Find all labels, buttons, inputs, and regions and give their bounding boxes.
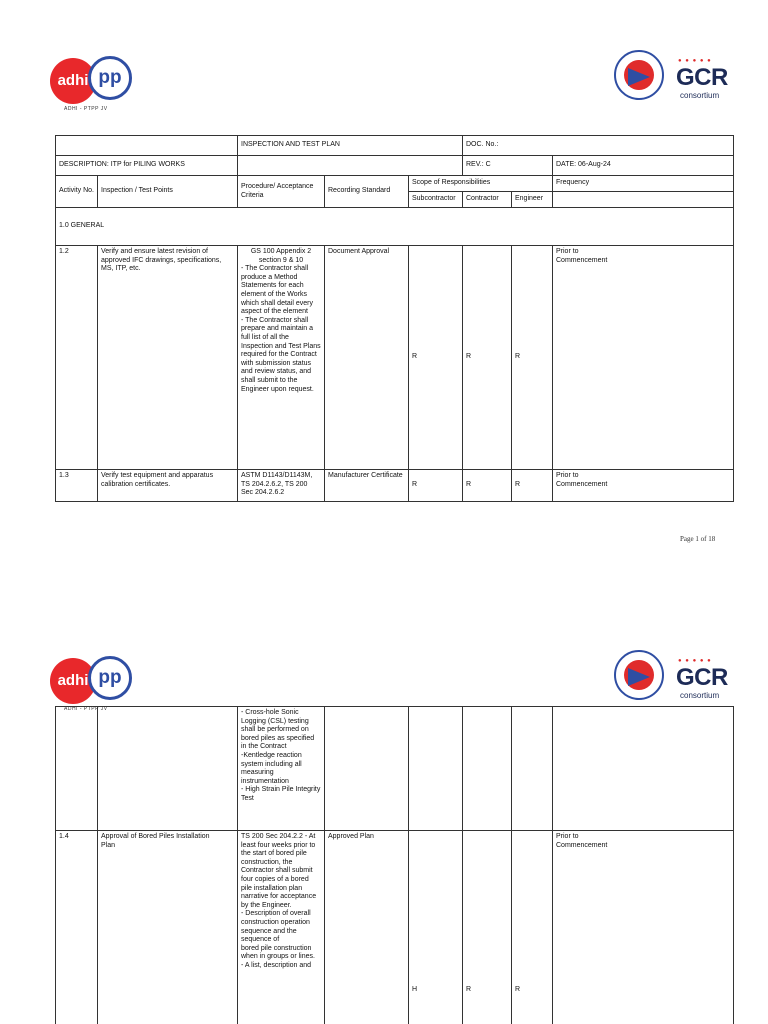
scope-subcontractor	[409, 707, 463, 831]
plan-title: INSPECTION AND TEST PLAN	[238, 136, 463, 156]
col-contractor: Contractor	[463, 192, 512, 208]
scope-engineer: R	[512, 470, 553, 502]
pp-logo-mark: pp	[88, 56, 132, 100]
adhi-logo-caption: ADHI - PTPP JV	[64, 706, 108, 712]
table-row	[56, 470, 734, 502]
procedure-criteria: - Cross-hole Sonic Logging (CSL) testing shall be performed on bored piles as specified in the Contract -Kentledge reaction system including all measuring instrumentation - High Strain Pile Integrity Test	[238, 707, 325, 831]
doc-no: DOC. No.:	[463, 136, 734, 156]
gcr-logo-caption: consortium	[680, 91, 720, 100]
gcr-dots-icon: ● ● ● ● ●	[678, 658, 712, 664]
frequency-text: Prior to Commencement	[556, 472, 608, 488]
description-blank	[238, 156, 463, 176]
scope-subcontractor: H	[409, 831, 463, 1024]
procedure-criteria	[238, 246, 325, 470]
gcr-logo	[614, 50, 726, 104]
scope-contractor: R	[463, 831, 512, 1024]
scope-subcontractor: R	[409, 470, 463, 502]
inspection-point	[98, 707, 238, 831]
itp-table-continued	[55, 706, 734, 1024]
gcr-logo-caption: consortium	[680, 691, 720, 700]
gcr-logo	[614, 650, 726, 704]
gcr-dots-icon: ● ● ● ● ●	[678, 58, 712, 64]
pp-logo-mark: pp	[88, 656, 132, 700]
revision: REV.: C	[463, 156, 553, 176]
recording-standard: Approved Plan	[325, 831, 409, 1024]
procedure-criteria: TS 200 Sec 204.2.2 - At least four weeks prior to the start of bored pile construction, the Contractor shall submit four copies of a bored pile installation plan narrative for acceptance by the Engineer. - Description of overall construction operation sequence and the sequence of bored pile construction when in groups or lines. - A list, description and	[238, 831, 325, 1024]
activity-no	[56, 707, 98, 831]
table-row	[56, 831, 734, 1024]
procedure-reference: GS 100 Appendix 2 section 9 & 10	[250, 248, 312, 264]
inspection-point	[98, 831, 238, 1024]
inspection-point: Verify and ensure latest revision of approved IFC drawings, specifications, MS, ITP, etc.	[98, 246, 238, 470]
adhi-logo-caption: ADHI - PTPP JV	[64, 106, 108, 112]
col-inspection: Inspection / Test Points	[98, 176, 238, 208]
header-blank	[56, 136, 238, 156]
recording-standard	[325, 707, 409, 831]
inspection-text: Approval of Bored Piles Installation Plan	[101, 833, 210, 849]
frequency-text: Prior to Commencement	[556, 248, 608, 264]
frequency	[553, 470, 734, 502]
col-recording: Recording Standard	[325, 176, 409, 208]
activity-no: 1.2	[56, 246, 98, 470]
page-gap	[0, 560, 768, 620]
itp-table	[55, 135, 734, 502]
scope-engineer	[512, 707, 553, 831]
gcr-logo-text: GCR	[676, 664, 728, 691]
section-heading: 1.0 GENERAL	[56, 208, 734, 246]
col-activity-no: Activity No.	[56, 176, 98, 208]
adhi-logo-mark: adhi	[50, 58, 96, 104]
scope-engineer: R	[512, 831, 553, 1024]
date: DATE: 06-Aug-24	[553, 156, 734, 176]
scope-contractor	[463, 707, 512, 831]
procedure-text: - The Contractor shall produce a Method Statements for each element of the Works which shall detail every aspect of the element - The Contractor shall prepare and maintain a full list of all the Inspection and Test Plans required for the Contract with submission status and review status, and shall submit to the Engineer upon request.	[241, 265, 321, 393]
page-number: Page 1 of 18	[680, 535, 716, 543]
document-page-2	[0, 620, 768, 1024]
col-engineer: Engineer	[512, 192, 553, 208]
col-subcontractor: Subcontractor	[409, 192, 463, 208]
col-frequency-blank	[553, 192, 734, 208]
col-scope: Scope of Responsibilities	[409, 176, 553, 192]
inspection-point: Verify test equipment and apparatus calibration certificates.	[98, 470, 238, 502]
frequency	[553, 831, 734, 1024]
description: DESCRIPTION: ITP for PILING WORKS	[56, 156, 238, 176]
frequency-text: Prior to Commencement	[556, 833, 608, 849]
gcr-seal-icon	[614, 50, 664, 100]
table-row	[56, 246, 734, 470]
table-row	[56, 707, 734, 831]
col-frequency: Frequency	[553, 176, 734, 192]
scope-engineer: R	[512, 246, 553, 470]
adhi-logo-mark: adhi	[50, 658, 96, 704]
recording-standard: Document Approval	[325, 246, 409, 470]
scope-contractor: R	[463, 470, 512, 502]
col-procedure: Procedure/ Acceptance Criteria	[238, 176, 325, 208]
frequency	[553, 246, 734, 470]
scope-contractor: R	[463, 246, 512, 470]
recording-standard: Manufacturer Certificate	[325, 470, 409, 502]
frequency	[553, 707, 734, 831]
adhi-pp-logo	[50, 52, 142, 112]
adhi-pp-logo	[50, 652, 142, 712]
gcr-logo-text: GCR	[676, 64, 728, 91]
scope-subcontractor: R	[409, 246, 463, 470]
procedure-criteria: ASTM D1143/D1143M, TS 204.2.6.2, TS 200 Sec 204.2.6.2	[238, 470, 325, 502]
gcr-seal-icon	[614, 650, 664, 700]
activity-no: 1.3	[56, 470, 98, 502]
activity-no: 1.4	[56, 831, 98, 1024]
